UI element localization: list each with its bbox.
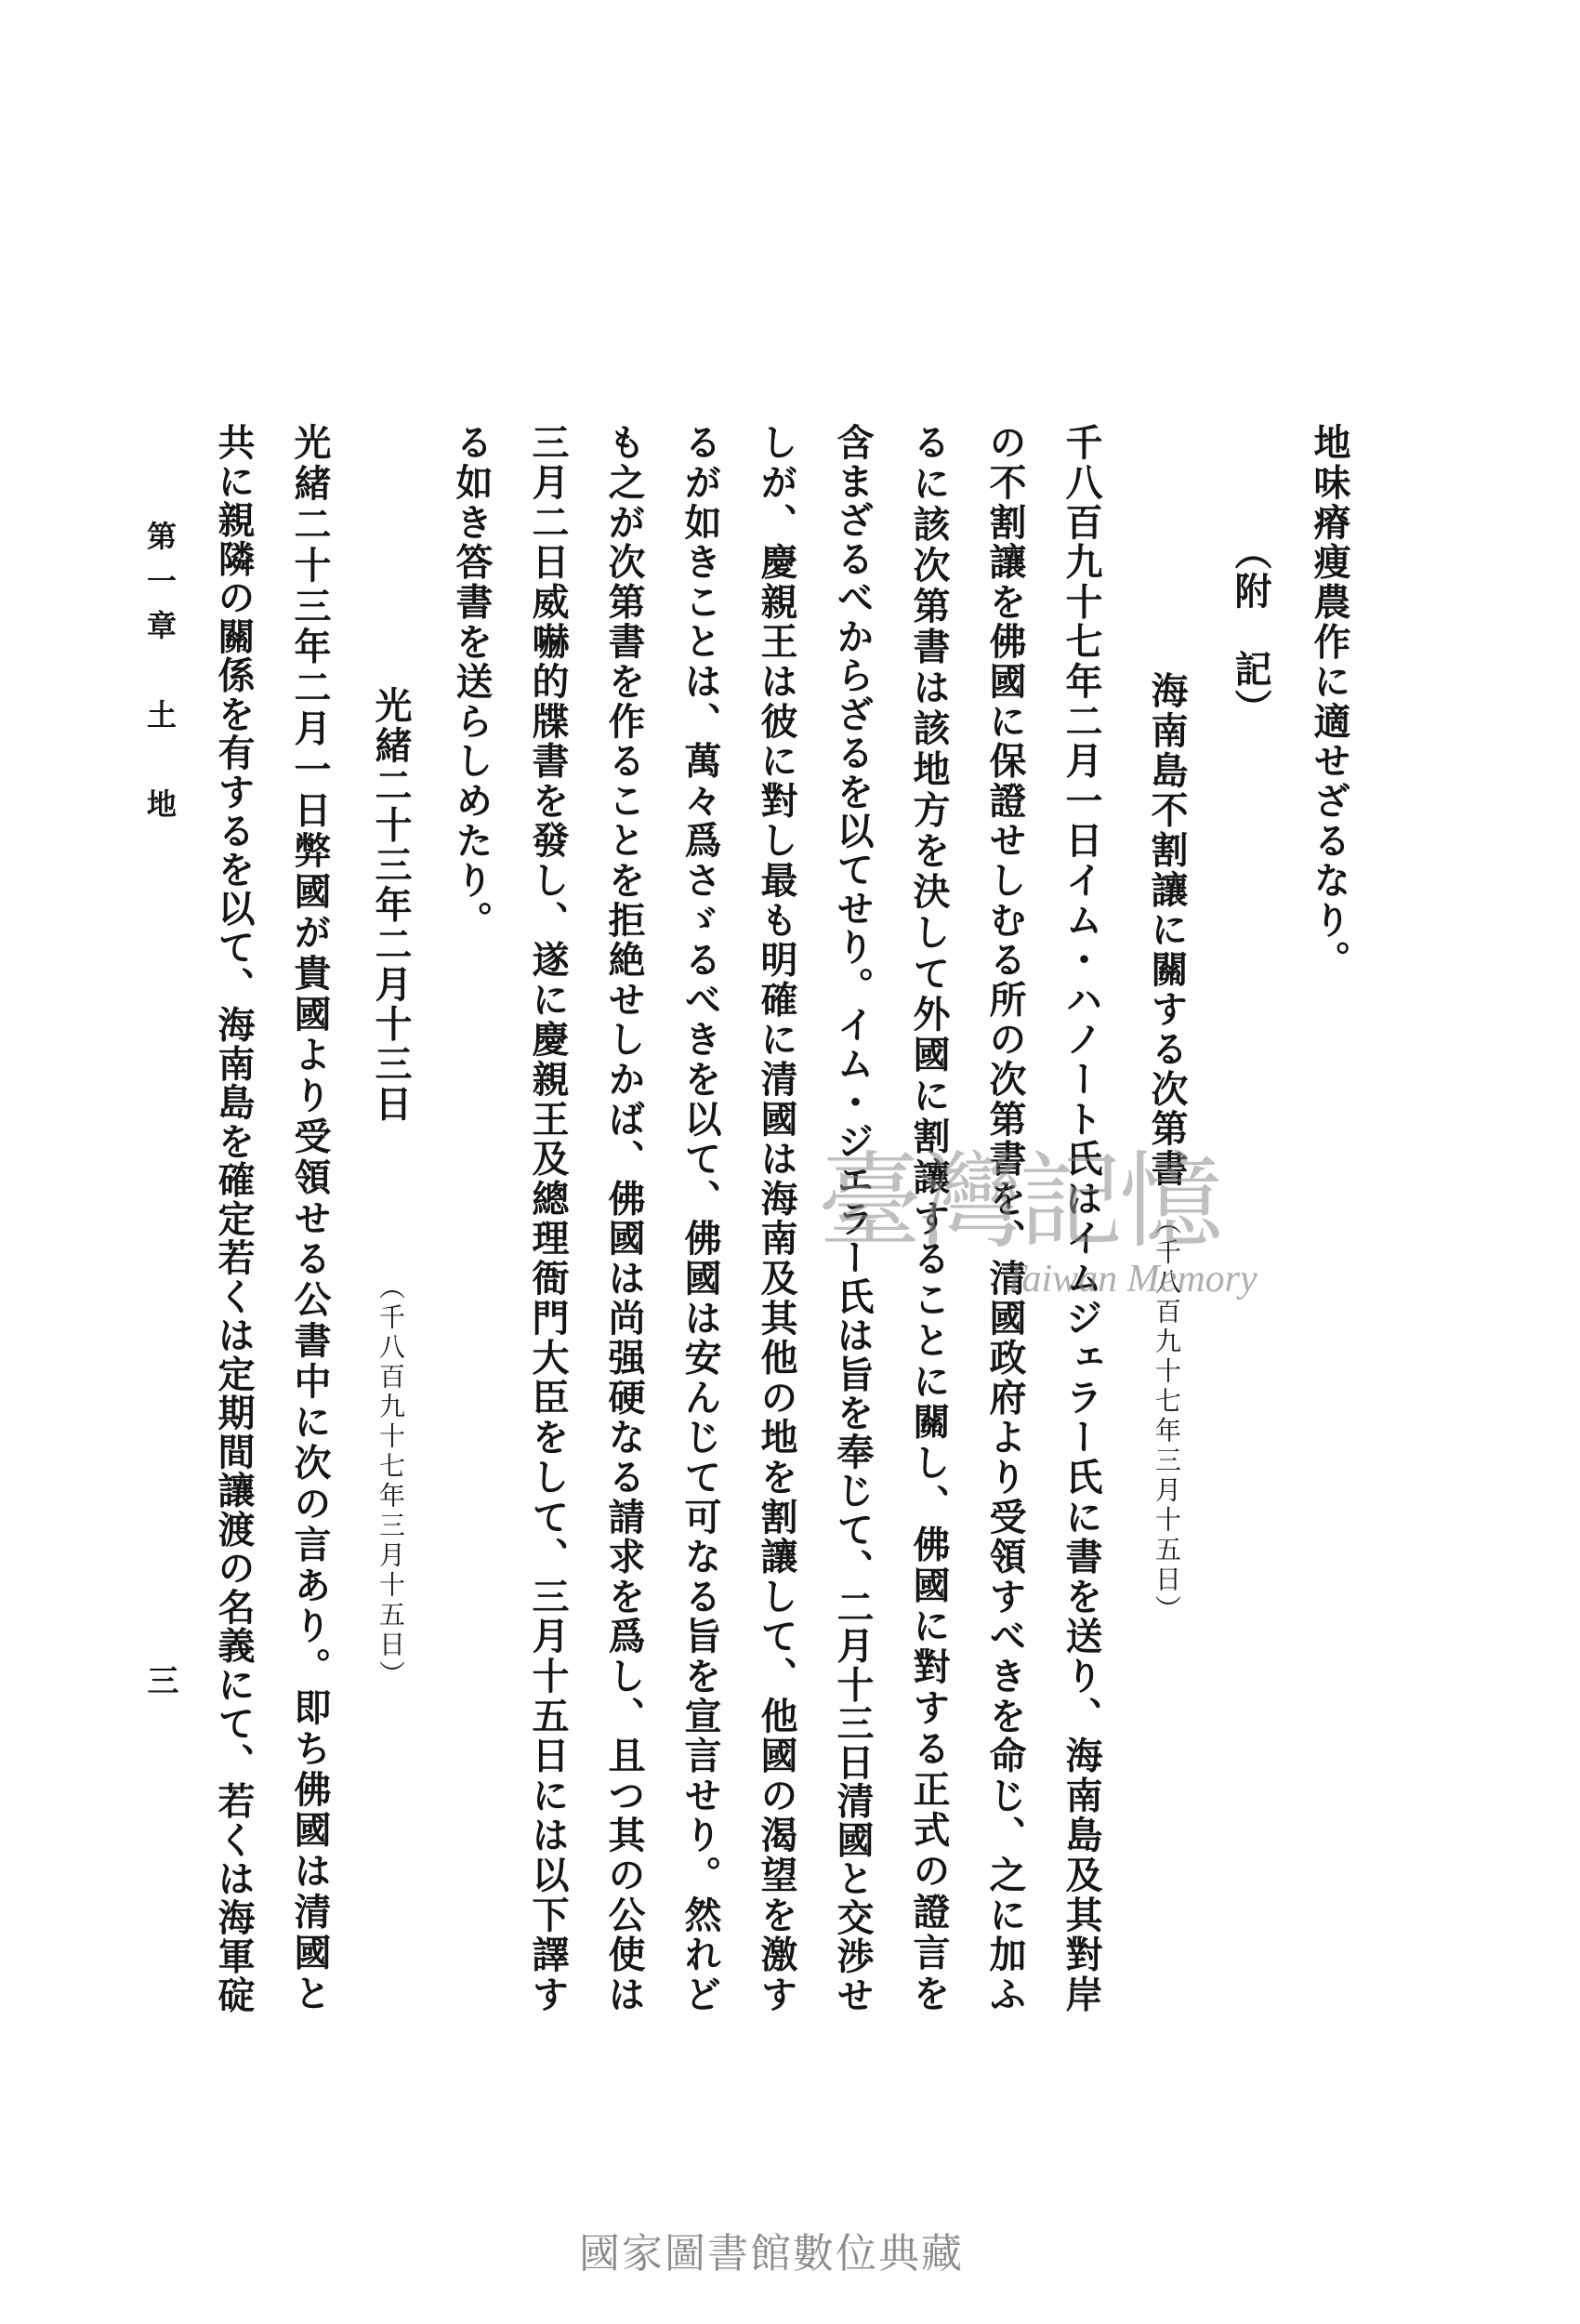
reply-date-western: （千八百九十七年三月十五日）: [375, 1274, 406, 1690]
watermark-logo: 臺灣記憶: [818, 1142, 1219, 1262]
running-head: 第一章 土 地: [142, 521, 178, 833]
footer-credit: 國家圖書館數位典藏: [579, 2230, 964, 2278]
body-text-line: しが、慶親王は彼に對し最も明確に清國は海南及其他の地を割讓して、他國の渴望を激す: [755, 423, 798, 2014]
body-text-line: も之が次第書を作ることを拒絶せしかば、佛國は尚强硬なる請求を爲し、且つ其の公使は: [602, 423, 646, 2014]
reply-text-line: 共に親隣の關係を有するを以て、海南島を確定若くは定期間讓渡の名義にて、若くは海軍碇: [212, 423, 256, 2014]
reply-text-line: 光緒二十三年二月一日弊國が貴國より受領せる公書中に次の言あり。即ち佛國は清國と: [288, 423, 332, 2014]
body-text-line: の不割讓を佛國に保證せしむる所の次第書を、清國政府より受領すべきを命じ、之に加ふ: [983, 423, 1027, 2014]
body-text-line: 三月二日威嚇的牒書を發し、遂に慶親王及總理衙門大臣をして、三月十五日には以下譯す: [526, 423, 570, 2014]
section-title-date: （千八百九十七年三月十五日）: [1152, 1208, 1182, 1625]
body-text-line: 含まざるべからざるを以てせり。イム・ジエラー氏は旨を奉じて、二月十三日清國と交渉せ: [831, 423, 875, 2014]
section-title: 海南島不割讓に關する次第書: [1145, 671, 1189, 1189]
watermark-text: Taiwan Memory: [1004, 1258, 1257, 1301]
appendix-heading: （附 記）: [1229, 533, 1272, 728]
body-text-line: るに該次第書は該地方を決して外國に割讓することに關し、佛國に對する正式の證言を: [907, 423, 951, 2014]
body-text-line: るが如きことは、萬々爲さゞるべきを以て、佛國は安んじて可なる旨を宣言せり。然れど: [678, 423, 722, 2014]
body-text-line: る如き答書を送らしめたり。: [450, 423, 494, 941]
body-text-line: 千八百九十七年二月一日イム・ハノート氏はイムジェラー氏に書を送り、海南島及其對岸: [1060, 423, 1103, 2014]
reply-date: 光緒二十三年二月十三日: [369, 686, 413, 1124]
continuation-line: 地味瘠痩農作に適せざるなり。: [1308, 423, 1351, 981]
page-number: 三: [141, 1664, 178, 1696]
